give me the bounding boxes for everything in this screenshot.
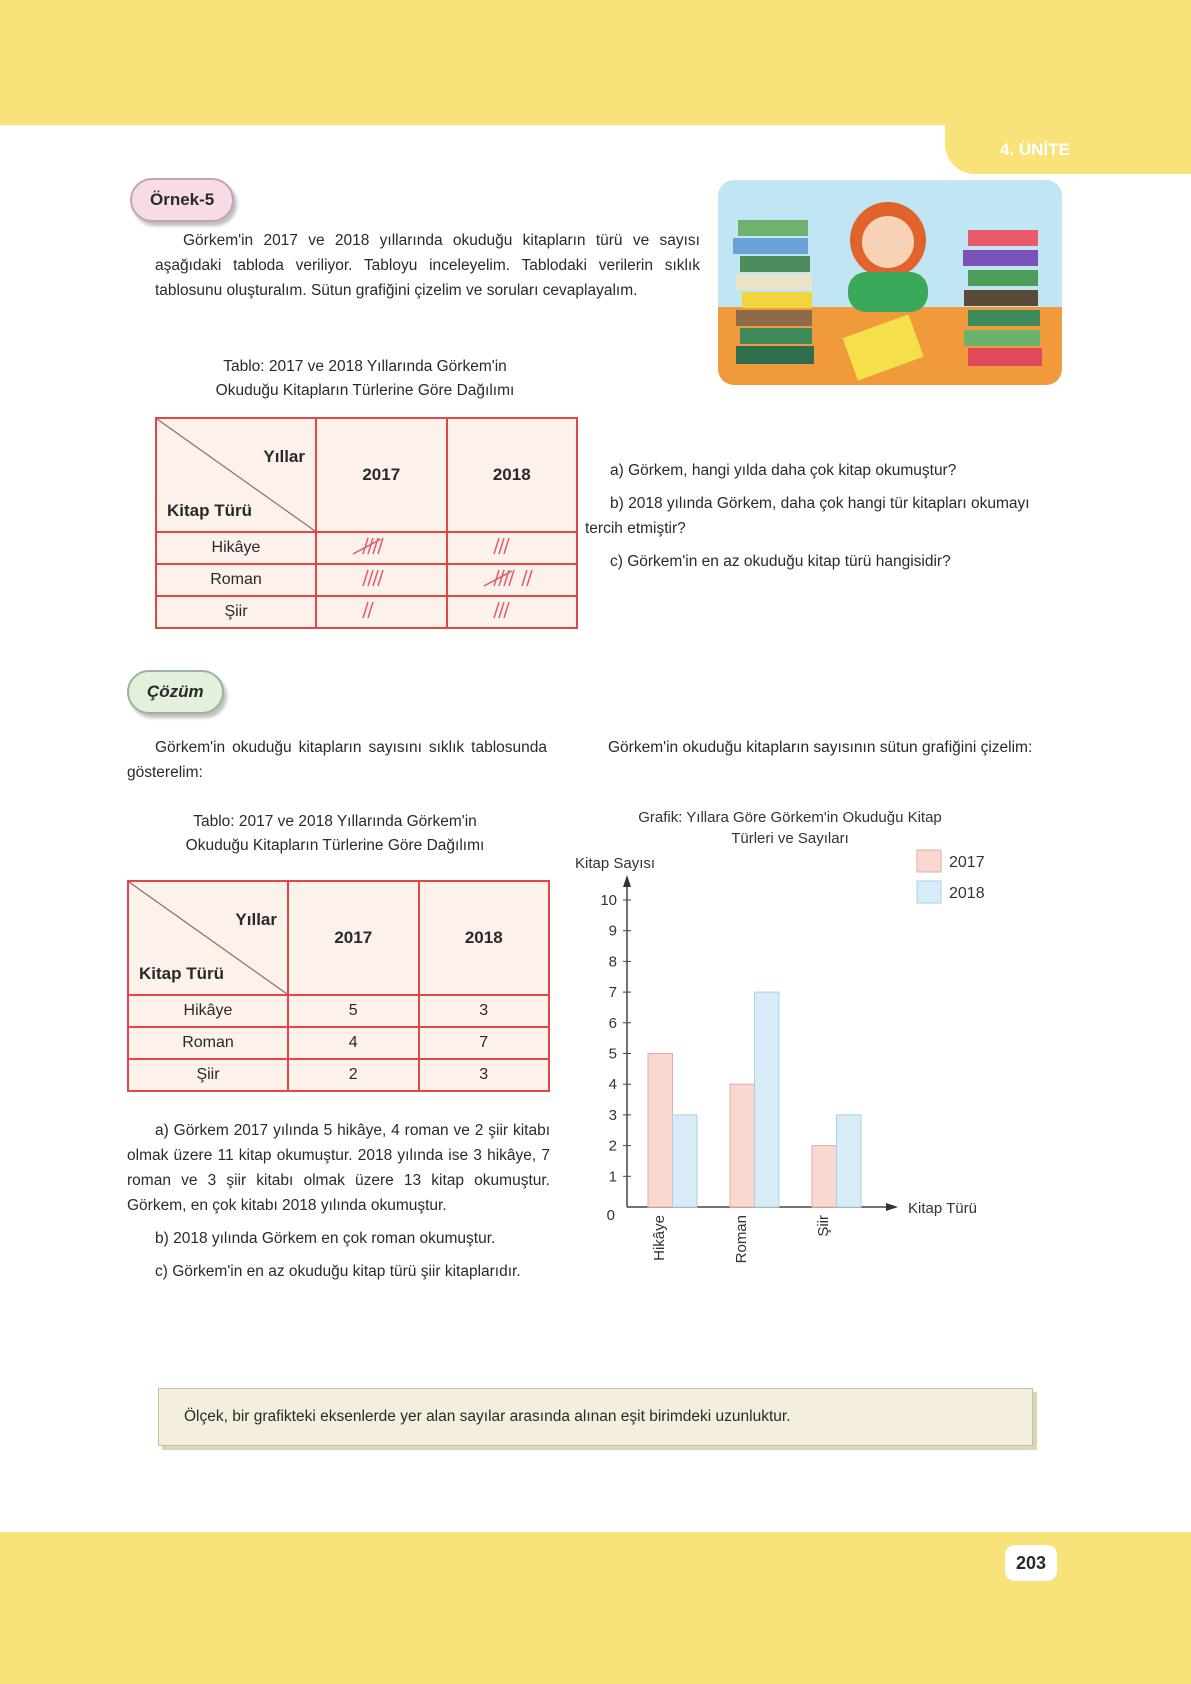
question-c: c) Görkem'in en az okuduğu kitap türü hangisidir? [610,553,951,570]
bar-Şiir-2018 [837,1115,862,1207]
answer-b: b) 2018 yılında Görkem en çok roman okumuştur. [155,1230,496,1247]
cell-value: 7 [419,1027,550,1059]
illustration-girl-with-books [718,180,1062,385]
x-axis-label: Kitap Türü [908,1200,977,1217]
y-tick-label: 0 [606,1207,615,1224]
tally-marks [447,532,578,564]
table-row [128,1027,549,1059]
y-tick-label: 2 [608,1137,617,1155]
table1-caption [160,355,570,403]
legend-2018-swatch [917,881,941,903]
y-tick-label: 10 [600,892,617,909]
bar-Hikâye-2017 [648,1054,673,1208]
girl-figure [848,202,928,312]
cell-value: 3 [419,1059,550,1091]
table-row [128,995,549,1027]
y-tick-label: 4 [608,1076,617,1094]
tally-marks [447,564,578,596]
x-axis-arrow-icon [886,1203,898,1211]
answer-c: c) Görkem'in en az okuduğu kitap türü şiir kitaplarıdır. [155,1263,521,1280]
category-label: Şiir [814,1215,832,1237]
table-row [128,1059,549,1091]
bar-Roman-2017 [730,1084,755,1207]
category-label: Roman [732,1215,750,1264]
category-label: Hikâye [650,1215,668,1261]
tally-marks [316,532,447,564]
example-badge: Örnek-5 [130,178,234,222]
solution-badge: Çözüm [127,670,224,714]
table2-caption-line1: Tablo: 2017 ve 2018 Yıllarında Görkem'in [193,813,477,830]
scale-definition-note: Ölçek, bir grafikteki eksenlerde yer alan sayılar arasında alınan eşit birimdeki uzunluktur. [158,1388,1033,1446]
y-tick-label: 8 [608,953,617,971]
row-type: Şiir [156,596,316,628]
row-type: Roman [156,564,316,596]
cell-value: 3 [419,995,550,1027]
unit-label: 4. ÜNİTE [945,118,1191,174]
col-header-years: Yıllar [263,447,305,466]
cell-value: 4 [288,1027,419,1059]
table2-caption-line2: Okuduğu Kitapların Türlerine Göre Dağılımı [185,837,485,854]
page-number: 203 [1005,1545,1057,1581]
bar-Hikâye-2018 [673,1115,698,1207]
year-2018-header: 2018 [447,418,578,532]
legend-2017-swatch [917,850,941,872]
row-type: Şiir [128,1059,288,1091]
answers [127,1118,550,1284]
question-a: a) Görkem, hangi yılda daha çok kitap okumuştur? [610,462,957,479]
bar-chart [560,795,1060,1375]
row-type: Hikâye [128,995,288,1027]
row-type: Hikâye [156,532,316,564]
chart-title-line1: Grafik: Yıllara Göre Görkem'in Okuduğu Kitap [638,809,942,826]
open-book-icon [843,314,924,380]
solution-left-intro: Görkem'in okuduğu kitapların sayısını sıklık tablosunda gösterelim: [127,739,547,781]
table2-caption [130,810,540,858]
row-header-type: Kitap Türü [167,501,252,520]
row-header-type: Kitap Türü [139,964,224,983]
col-header-years: Yıllar [235,910,277,929]
book-stack-right-icon [963,230,1042,366]
solution-right-intro: Görkem'in okuduğu kitapların sayısının sütun grafiğini çizelim: [608,739,1033,756]
cell-value: 5 [288,995,419,1027]
answer-a: a) Görkem 2017 yılında 5 hikâye, 4 roman ve 2 şiir kitabı olmak üzere 11 kitap okumuştur. 2018 yılında ise 3 hikâye, 7 roman ve 3 şiir kitabı olmak üzere 13 kitap okumuştur. Görkem, en çok kitabı 2018 yılında okumuştur. [127,1122,550,1214]
row-type: Roman [128,1027,288,1059]
table-row [156,564,577,596]
y-tick-label: 6 [608,1014,617,1032]
year-2017-header: 2017 [316,418,447,532]
y-tick-label: 5 [608,1045,617,1063]
table1-caption-line1: Tablo: 2017 ve 2018 Yıllarında Görkem'in [223,358,507,375]
tally-marks [316,596,447,628]
legend-2017-label: 2017 [949,854,985,871]
questions [585,458,1055,574]
table1-caption-line2: Okuduğu Kitapların Türlerine Göre Dağılımı [215,382,515,399]
bar-Şiir-2017 [812,1146,837,1207]
tally-marks [316,564,447,596]
tally-marks [447,596,578,628]
y-axis-arrow-icon [623,875,631,887]
top-band [0,0,1191,125]
legend-2018-label: 2018 [949,885,985,902]
year-2018-header: 2018 [419,881,550,995]
y-tick-label: 9 [608,922,617,940]
chart-title-line2: Türleri ve Sayıları [731,830,849,847]
table-row [156,532,577,564]
year-2017-header: 2017 [288,881,419,995]
book-stack-left-icon [733,220,814,364]
y-tick-label: 1 [608,1168,617,1186]
bar-Roman-2018 [755,992,780,1207]
cell-value: 2 [288,1059,419,1091]
y-tick-label: 7 [608,984,617,1002]
table-row [156,596,577,628]
question-b: b) 2018 yılında Görkem, daha çok hangi tür kitapları okumayı tercih etmiştir? [585,495,1030,537]
y-axis-label: Kitap Sayısı [575,855,656,872]
frequency-table [127,880,550,1092]
tally-table [155,417,578,629]
y-tick-label: 3 [608,1106,617,1124]
example-intro: Görkem'in 2017 ve 2018 yıllarında okuduğu kitapların türü ve sayısı aşağıdaki tabloda veriliyor. Tabloyu inceleyelim. Tablodaki verilerin sıklık tablosunu oluşturalım. Sütun grafiğini çizelim ve soruları cevaplayalım. [155,232,700,299]
